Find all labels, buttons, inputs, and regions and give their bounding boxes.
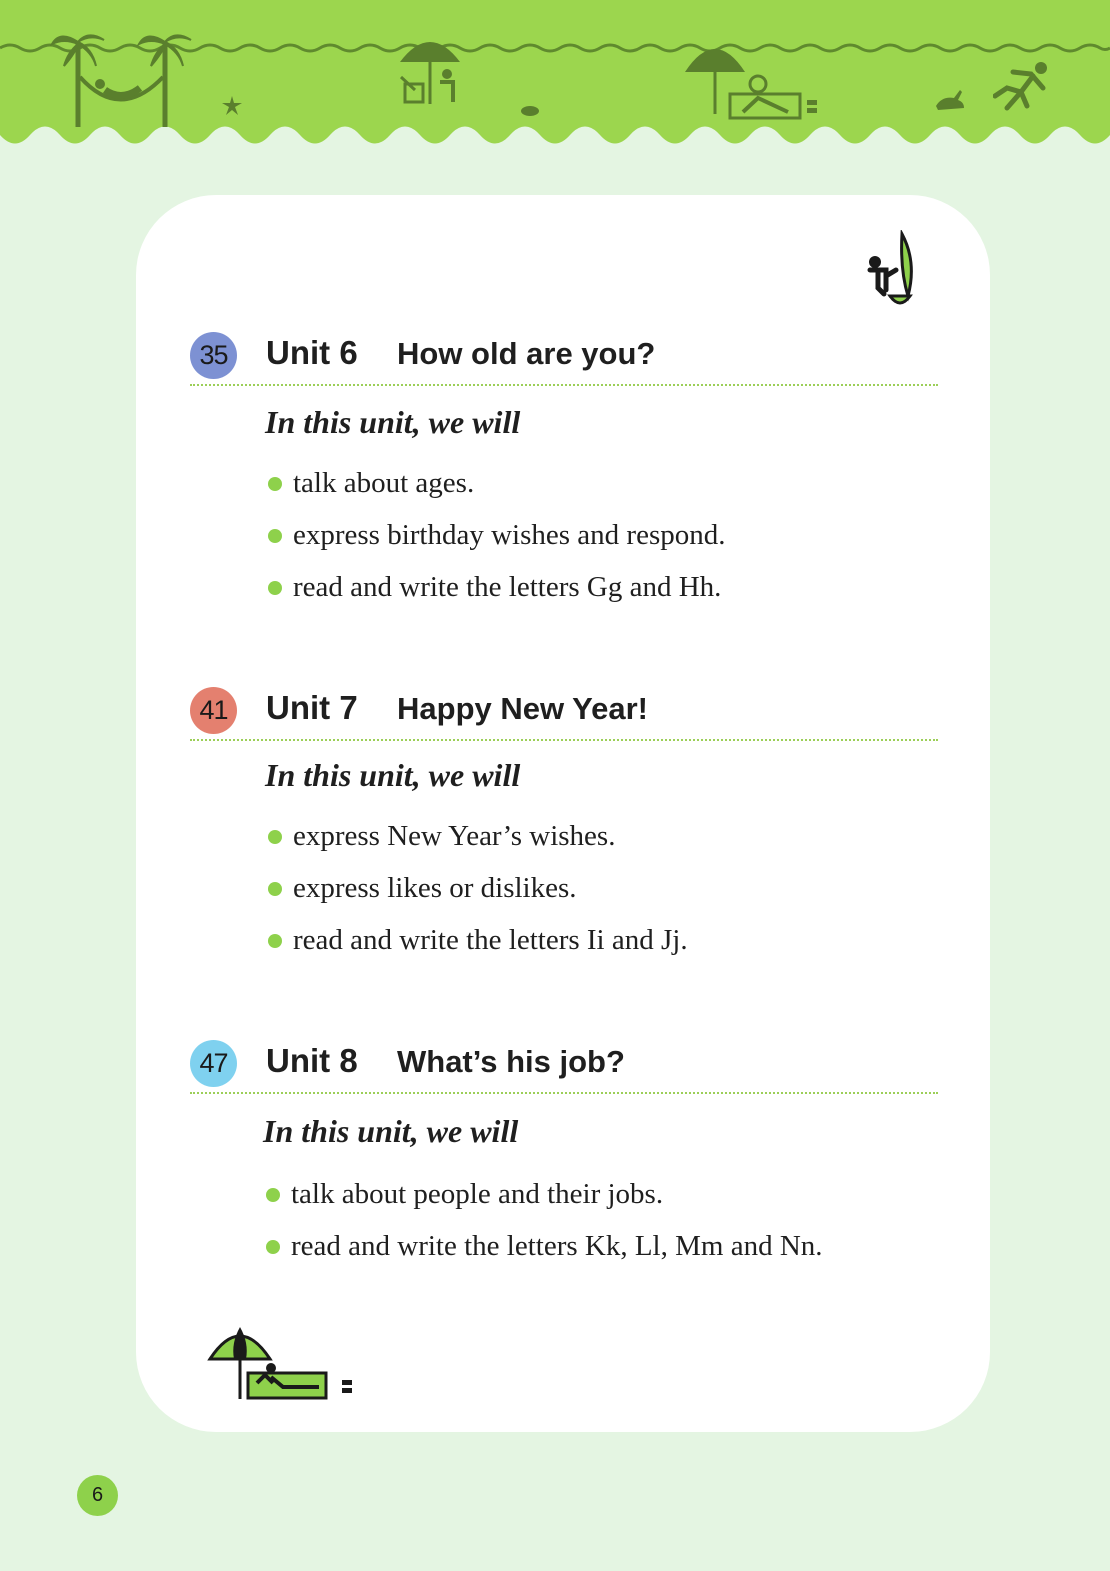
sunbather-icon xyxy=(683,38,823,120)
palm-trees-hammock-icon xyxy=(50,22,195,130)
unit-header xyxy=(190,687,938,739)
bullet-icon xyxy=(268,477,282,491)
list-item-text: talk about people and their jobs. xyxy=(291,1178,664,1210)
beach-umbrella-icon xyxy=(207,1325,357,1403)
unit-intro: In this unit, we will xyxy=(265,404,521,440)
list-item xyxy=(268,817,688,869)
unit-section xyxy=(190,687,938,956)
running-person-icon xyxy=(993,60,1051,112)
objectives-list xyxy=(268,817,688,973)
bullet-icon xyxy=(268,934,282,948)
star-icon xyxy=(222,96,242,116)
bullet-icon xyxy=(266,1188,280,1202)
unit-header xyxy=(190,332,938,384)
unit-label[interactable]: Unit 7 xyxy=(266,689,358,726)
unit-title[interactable]: How old are you? xyxy=(397,336,656,371)
unit-section xyxy=(190,1040,938,1262)
objectives-list xyxy=(266,1175,823,1279)
dotted-divider xyxy=(190,739,938,741)
dotted-divider xyxy=(190,384,938,386)
bullet-icon xyxy=(268,529,282,543)
page-number: 6 xyxy=(77,1475,118,1516)
unit-title[interactable]: Happy New Year! xyxy=(397,691,648,726)
unit-page-badge[interactable]: 41 xyxy=(190,687,237,734)
bullet-icon xyxy=(268,581,282,595)
list-item xyxy=(268,869,688,921)
rabbit-icon xyxy=(932,88,968,112)
list-item-text: read and write the letters Kk, Ll, Mm and Nn. xyxy=(291,1230,823,1262)
shell-icon xyxy=(521,105,539,117)
list-item-text: express New Year’s wishes. xyxy=(293,820,616,852)
unit-label[interactable]: Unit 8 xyxy=(266,1042,358,1079)
list-item xyxy=(268,464,726,516)
dotted-divider xyxy=(190,1092,938,1094)
unit-page-badge[interactable]: 47 xyxy=(190,1040,237,1087)
unit-title[interactable]: What’s his job? xyxy=(397,1044,625,1079)
bullet-icon xyxy=(266,1240,280,1254)
list-item xyxy=(266,1227,823,1279)
list-item xyxy=(268,516,726,568)
list-item-text: express likes or dislikes. xyxy=(293,872,577,904)
list-item xyxy=(266,1175,823,1227)
bullet-icon xyxy=(268,830,282,844)
umbrella-reader-icon xyxy=(395,32,465,107)
unit-page-badge[interactable]: 35 xyxy=(190,332,237,379)
list-item-text: read and write the letters Ii and Jj. xyxy=(293,924,688,956)
climber-icon xyxy=(862,230,917,308)
list-item-text: talk about ages. xyxy=(293,467,475,499)
list-item-text: read and write the letters Gg and Hh. xyxy=(293,571,722,603)
unit-label[interactable]: Unit 6 xyxy=(266,334,358,371)
unit-header xyxy=(190,1040,938,1092)
unit-section xyxy=(190,332,938,603)
unit-intro: In this unit, we will xyxy=(265,757,521,793)
list-item xyxy=(268,921,688,973)
list-item xyxy=(268,568,726,620)
objectives-list xyxy=(268,464,726,620)
bullet-icon xyxy=(268,882,282,896)
unit-intro: In this unit, we will xyxy=(263,1113,519,1149)
list-item-text: express birthday wishes and respond. xyxy=(293,519,726,551)
